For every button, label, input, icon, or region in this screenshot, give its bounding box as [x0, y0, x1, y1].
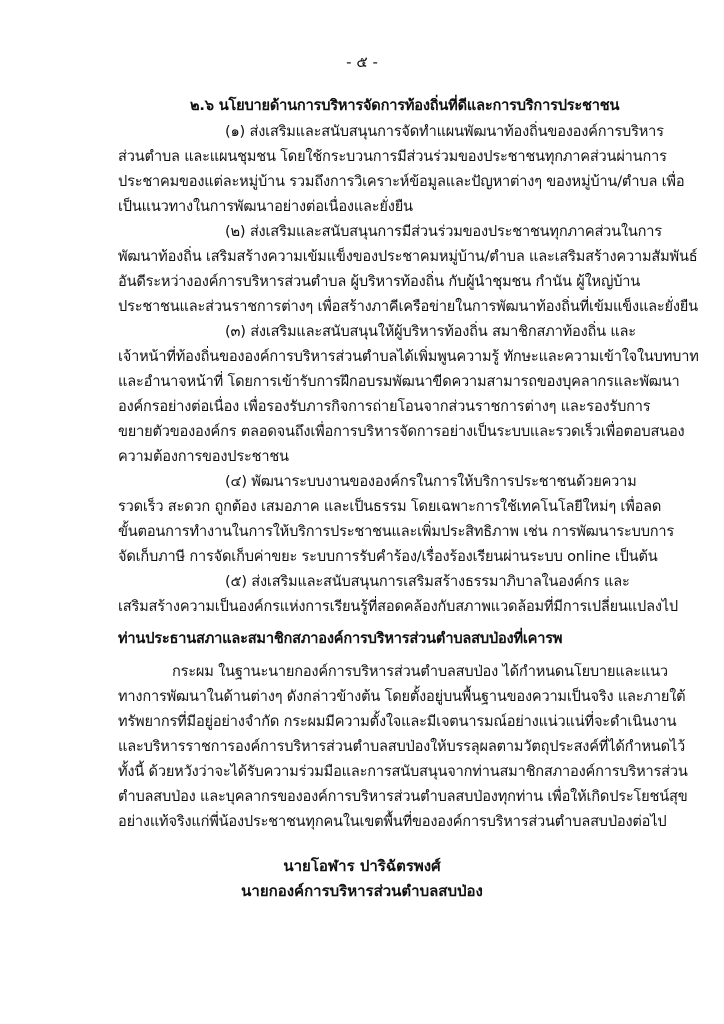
item-5-line-1: (๕) ส่งเสริมและสนับสนุนการเสริมสร้างธรรมาภิบาลในองค์กร และ	[225, 573, 630, 590]
address-line-4: และบริหารราชการองค์การบริหารส่วนตำบลสบป่องให้บรรลุผลตามวัตถุประสงค์ที่ได้กำหนดไว้	[118, 738, 686, 755]
item-1-line-3: ประชาคมของแต่ละหมู่บ้าน รวมถึงการวิเคราะห์ข้อมูลและปัญหาต่างๆ ของหมู่บ้าน/ตำบล เพื่อ	[118, 173, 685, 190]
item-1-line-1: (๑) ส่งเสริมและสนับสนุนการจัดทำแผนพัฒนาท้องถิ่นขององค์การบริหาร	[225, 123, 664, 140]
item-3-line-1: (๓) ส่งเสริมและสนับสนุนให้ผู้บริหารท้องถิ่น สมาชิกสภาท้องถิ่น และ	[225, 323, 636, 340]
address-line-1: กระผม ในฐานะนายกองค์การบริหารส่วนตำบลสบป่อง ได้กำหนดนโยบายและแนว	[172, 663, 668, 680]
item-4-line-1: (๔) พัฒนาระบบงานขององค์กรในการให้บริการประชาชนด้วยความ	[225, 473, 637, 490]
item-3-line-3: และอำนาจหน้าที่ โดยการเข้ารับการฝึกอบรมพัฒนาขีดความสามารถของบุคลากรและพัฒนา	[118, 373, 680, 390]
item-3-line-6: ความต้องการของประชาชน	[118, 448, 289, 465]
item-3-line-2: เจ้าหน้าที่ท้องถิ่นขององค์การบริหารส่วนตำบลได้เพิ่มพูนความรู้ ทักษะและความเข้าใจในบทบาท	[118, 348, 699, 365]
item-2-line-2: พัฒนาท้องถิ่น เสริมสร้างความเข้มแข็งของประชาคมหมู่บ้าน/ตำบล และเสริมสร้างความสัมพันธ์	[118, 248, 698, 265]
item-5-line-2: เสริมสร้างความเป็นองค์กรแห่งการเรียนรู้ที่สอดคล้องกับสภาพแวดล้อมที่มีการเปลี่ยนแปลงไป	[118, 598, 678, 615]
item-2-line-4: ประชาชนและส่วนราชการต่างๆ เพื่อสร้างภาคีเครือข่ายในการพัฒนาท้องถิ่นที่เข้มแข็งและยั่งยืน	[118, 298, 698, 315]
page-number: - ๕ -	[346, 53, 378, 71]
address-line-6: ตำบลสบป่อง และบุคลากรขององค์การบริหารส่วนตำบลสบป่องทุกท่าน เพื่อให้เกิดประโยชน์สุข	[118, 788, 688, 805]
signature-name: นายโอฬาร ปาริฉัตรพงศ์	[283, 857, 441, 875]
address-heading: ท่านประธานสภาและสมาชิกสภาองค์การบริหารส่วนตำบลสบป่องที่เคารพ	[118, 630, 563, 647]
item-3-line-5: ขยายตัวขององค์กร ตลอดจนถึงเพื่อการบริหารจัดการอย่างเป็นระบบและรวดเร็วเพื่อตอบสนอง	[118, 423, 685, 440]
item-3-line-4: องค์กรอย่างต่อเนื่อง เพื่อรองรับภารกิจการถ่ายโอนจากส่วนราชการต่างๆ และรองรับการ	[118, 398, 651, 415]
address-line-3: ทรัพยากรที่มีอยู่อย่างจำกัด กระผมมีความตั้งใจและมีเจตนารมณ์อย่างแน่วแน่ที่จะดำเนินงาน	[118, 713, 677, 730]
item-1-line-4: เป็นแนวทางในการพัฒนาอย่างต่อเนื่องและยั่งยืน	[118, 198, 413, 215]
signature-title: นายกองค์การบริหารส่วนตำบลสบป่อง	[241, 882, 483, 900]
item-4-line-3: ขั้นตอนการทำงานในการให้บริการประชาชนและเพิ่มประสิทธิภาพ เช่น การพัฒนาระบบการ	[118, 523, 675, 540]
address-line-7: อย่างแท้จริงแก่พี่น้องประชาชนทุกคนในเขตพื้นที่ขององค์การบริหารส่วนตำบลสบป่องต่อไป	[118, 813, 667, 830]
item-4-line-2: รวดเร็ว สะดวก ถูกต้อง เสมอภาค และเป็นธรรม โดยเฉพาะการใช้เทคโนโลยีใหม่ๆ เพื่อลด	[118, 498, 662, 515]
item-2-line-1: (๒) ส่งเสริมและสนับสนุนการมีส่วนร่วมของประชาชนทุกภาคส่วนในการ	[225, 223, 662, 240]
item-2-line-3: อันดีระหว่างองค์การบริหารส่วนตำบล ผู้บริหารท้องถิ่น กับผู้นำชุมชน กำนัน ผู้ใหญ่บ้าน	[118, 273, 641, 290]
address-line-5: ทั้งนี้ ด้วยหวังว่าจะได้รับความร่วมมือและการสนับสนุนจากท่านสมาชิกสภาองค์การบริหารส่วน	[118, 763, 688, 780]
item-1-line-2: ส่วนตำบล และแผนชุมชน โดยใช้กระบวนการมีส่วนร่วมของประชาชนทุกภาคส่วนผ่านการ	[118, 148, 667, 165]
section-heading: ๒.๖ นโยบายด้านการบริหารจัดการท้องถิ่นที่ดีและการบริการประชาชน	[190, 97, 620, 114]
address-line-2: ทางการพัฒนาในด้านต่างๆ ดังกล่าวข้างต้น โดยตั้งอยู่บนพื้นฐานของความเป็นจริง และภายใต้	[118, 688, 686, 705]
item-4-line-4: จัดเก็บภาษี การจัดเก็บค่าขยะ ระบบการรับคำร้อง/เรื่องร้องเรียนผ่านระบบ online เป็นต้น	[118, 548, 658, 565]
